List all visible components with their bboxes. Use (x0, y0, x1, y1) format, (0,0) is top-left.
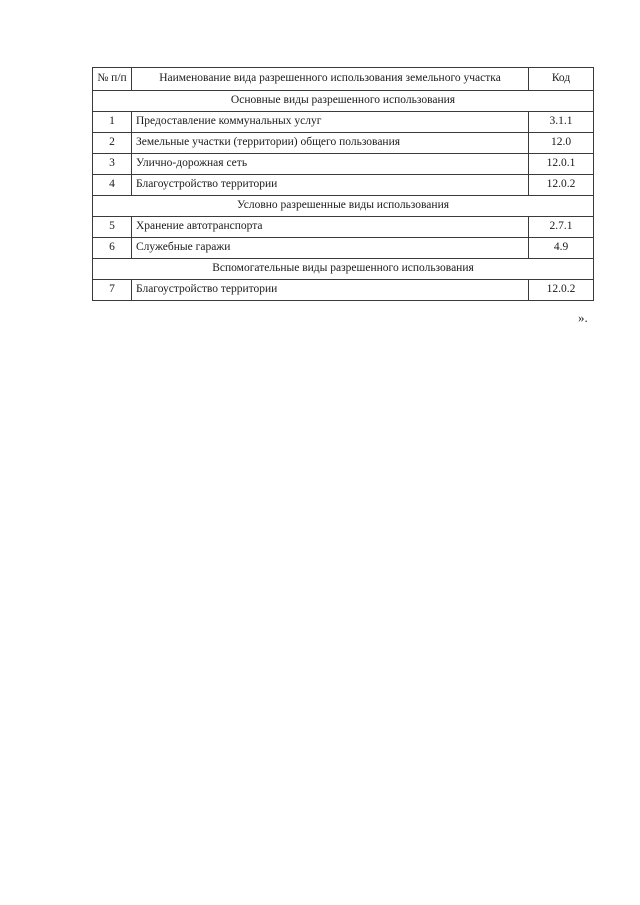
table-header (93, 68, 594, 91)
row-code: 12.0.1 (529, 154, 594, 175)
row-name: Улично-дорожная сеть (132, 154, 529, 175)
row-name: Земельные участки (территории) общего пользования (132, 133, 529, 154)
header-number: № п/п (93, 68, 132, 91)
row-code: 12.0 (529, 133, 594, 154)
table-row (93, 112, 594, 133)
header-row (93, 68, 594, 91)
row-code: 12.0.2 (529, 280, 594, 301)
row-number: 4 (93, 175, 132, 196)
section-row (93, 196, 594, 217)
row-number: 5 (93, 217, 132, 238)
table-row (93, 175, 594, 196)
row-number: 1 (93, 112, 132, 133)
row-name: Хранение автотранспорта (132, 217, 529, 238)
table-row (93, 238, 594, 259)
row-number: 2 (93, 133, 132, 154)
row-code: 12.0.2 (529, 175, 594, 196)
row-code: 3.1.1 (529, 112, 594, 133)
row-code: 2.7.1 (529, 217, 594, 238)
section-title-conditional: Условно разрешенные виды использования (93, 196, 594, 217)
row-name: Благоустройство территории (132, 280, 529, 301)
table-row (93, 280, 594, 301)
row-name: Служебные гаражи (132, 238, 529, 259)
header-name: Наименование вида разрешенного использования земельного участка (132, 68, 529, 91)
table-row (93, 154, 594, 175)
land-use-table (92, 67, 594, 301)
section-title-auxiliary: Вспомогательные виды разрешенного использования (93, 259, 594, 280)
row-number: 6 (93, 238, 132, 259)
row-name: Благоустройство территории (132, 175, 529, 196)
row-number: 3 (93, 154, 132, 175)
table-row (93, 133, 594, 154)
table-body (93, 91, 594, 301)
section-row (93, 91, 594, 112)
section-title-main: Основные виды разрешенного использования (93, 91, 594, 112)
row-name: Предоставление коммунальных услуг (132, 112, 529, 133)
header-code: Код (529, 68, 594, 91)
table-row (93, 217, 594, 238)
row-number: 7 (93, 280, 132, 301)
section-row (93, 259, 594, 280)
closing-quote-mark: ». (578, 310, 588, 325)
row-code: 4.9 (529, 238, 594, 259)
